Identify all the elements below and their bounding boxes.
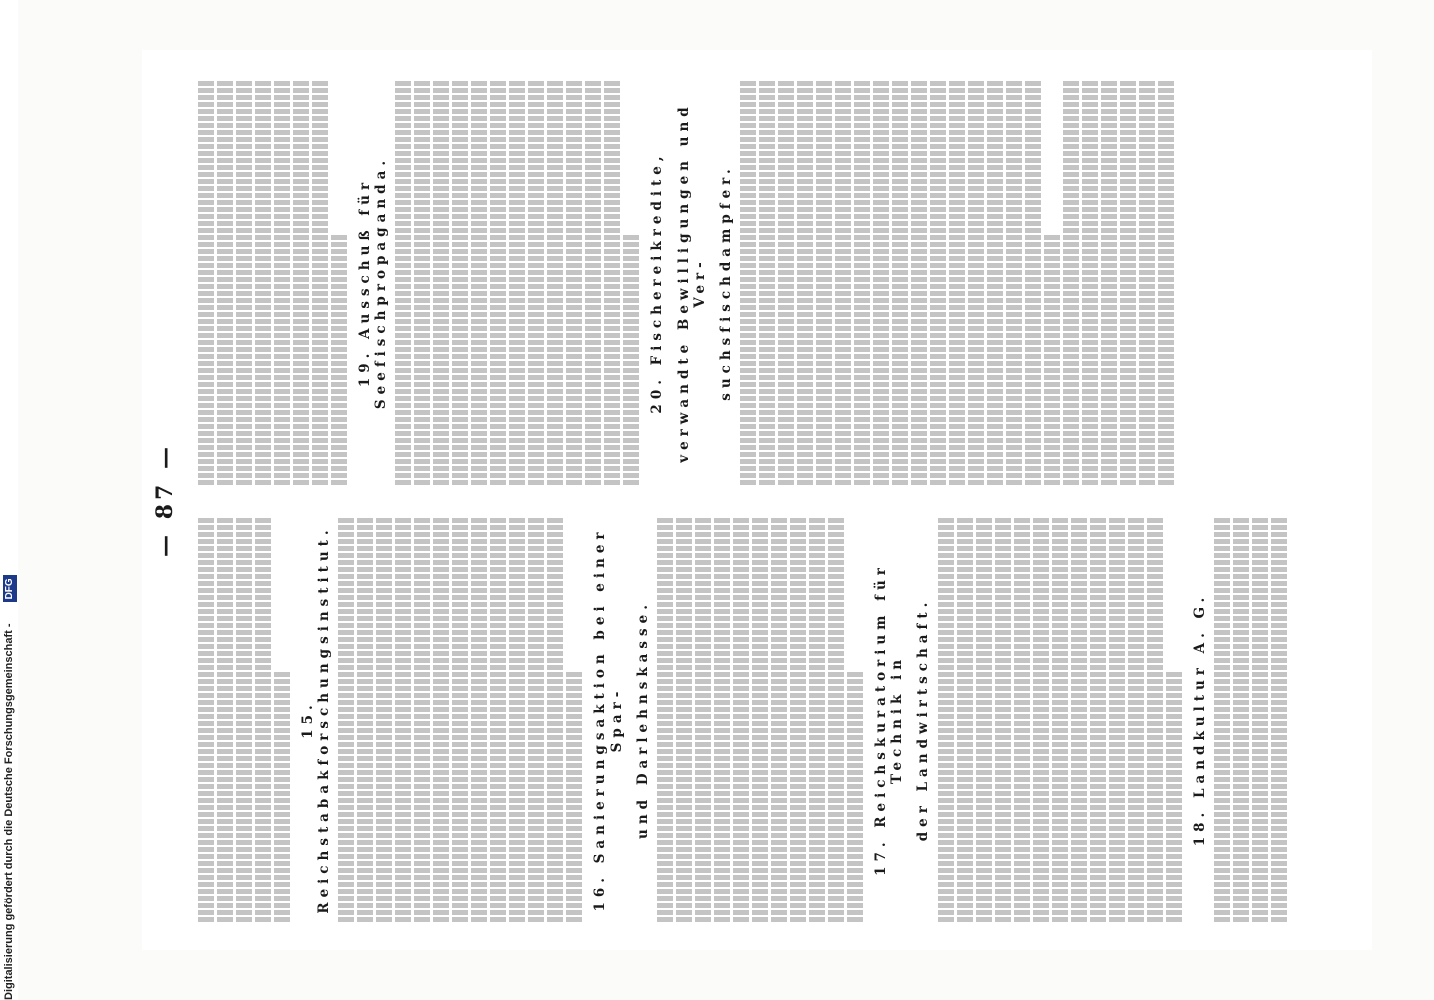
heading-17-line2: der Landwirtschaft.: [915, 597, 932, 842]
funding-notice: [0, 0, 18, 1000]
heading-19: 19. Ausschuß für Seefischpropaganda.: [357, 155, 390, 410]
heading-20-line1: 20. Fischereikredite,: [649, 151, 666, 414]
dfg-logo: DFG: [3, 575, 17, 602]
heading-20-line2: verwandte Bewilligungen und Ver-: [675, 102, 708, 463]
document-page: [142, 50, 1372, 950]
digitization-sidebar: [0, 0, 18, 1000]
right-column: [198, 80, 1352, 485]
heading-20-line3: suchsfischdampfer.: [718, 164, 735, 401]
heading-17-line1: 17. Reichskuratorium für Technik in: [873, 563, 906, 876]
heading-15: 15. Reichstabakforschungsinstitut.: [300, 525, 333, 914]
heading-16-line2: und Darlehnskasse.: [634, 600, 651, 839]
heading-18: 18. Landkultur A. G.: [1191, 592, 1208, 847]
page-header: — 87 —: [152, 443, 178, 557]
funding-notice-text: Digitalisierung gefördert durch die Deutsche Forschungsgemeinschaft -: [3, 623, 15, 1000]
left-column: [198, 517, 1352, 922]
heading-16-line1: 16. Sanierungsaktion bei einer Spar-: [592, 527, 625, 912]
